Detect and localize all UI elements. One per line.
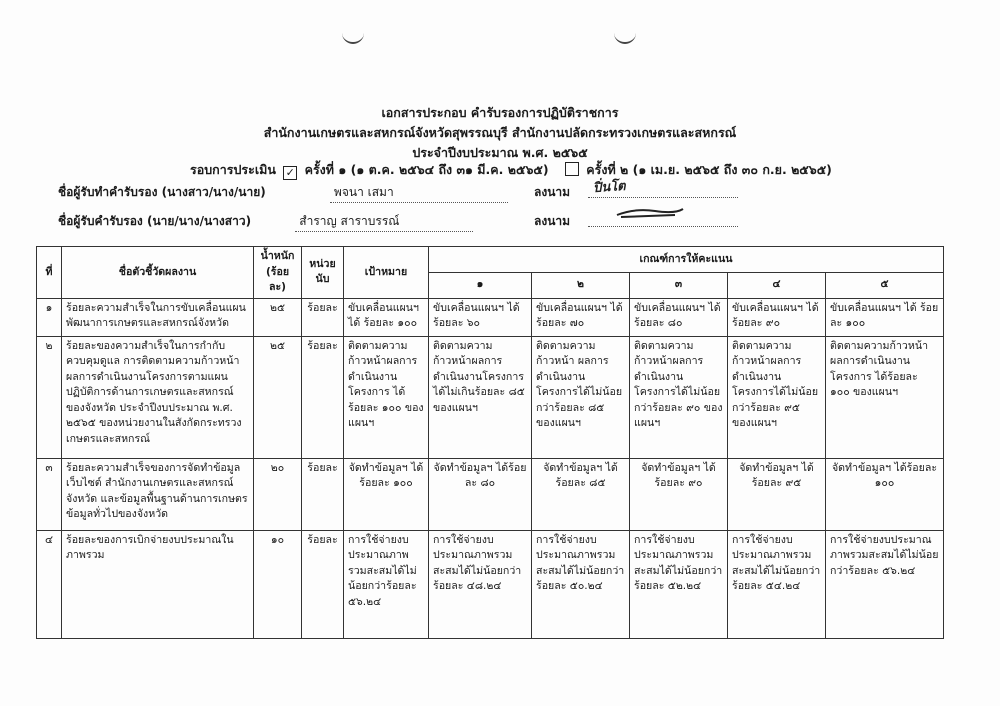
cell-no: ๓ [37, 458, 62, 530]
cell-no: ๔ [37, 530, 62, 638]
round-label: รอบการประเมิน [190, 162, 276, 177]
cell-score-5: ขับเคลื่อนแผนฯ ได้ ร้อยละ ๑๐๐ [826, 298, 944, 336]
kpi-table [36, 246, 944, 639]
cell-score-2: จัดทำข้อมูลฯ ได้ร้อยละ ๘๕ [532, 458, 630, 530]
receiver-label: ชื่อผู้รับทำคำรับรอง (นางสาว/นาง/นาย) [58, 185, 266, 199]
receiver-sign-label: ลงนาม [534, 185, 571, 199]
doc-title-line3: ประจำปีงบประมาณ พ.ศ. ๒๕๖๕ [412, 145, 588, 160]
col-header-score-5: ๕ [826, 272, 944, 298]
cell-score-5: การใช้จ่ายงบประมาณภาพรวมสะสมได้ไม่น้อยกว่าร้อยละ ๕๖.๒๔ [826, 530, 944, 638]
cell-unit: ร้อยละ [302, 530, 344, 638]
cell-target: จัดทำข้อมูลฯ ได้ร้อยละ ๑๐๐ [344, 458, 429, 530]
receiver-name: พจนา เสมา [330, 183, 508, 203]
cell-score-1: ขับเคลื่อนแผนฯ ได้ ร้อยละ ๖๐ [429, 298, 532, 336]
cell-score-3: การใช้จ่ายงบประมาณภาพรวมสะสมได้ไม่น้อยกว่าร้อยละ ๕๒.๒๔ [630, 530, 728, 638]
cell-score-1: การใช้จ่ายงบประมาณภาพรวมสะสมได้ไม่น้อยกว่าร้อยละ ๔๘.๒๔ [429, 530, 532, 638]
table-row [37, 458, 944, 530]
receiver-sign-line [588, 197, 738, 198]
col-header-unit: หน่วยนับ [302, 247, 344, 299]
cell-score-5: ติดตามความก้าวหน้าผลการดำเนินงานโครงการ ได้ร้อยละ ๑๐๐ ของแผนฯ [826, 336, 944, 458]
doc-title-line1: เอกสารประกอบ คำรับรองการปฏิบัติราชการ [381, 105, 619, 120]
round1-text: ครั้งที่ ๑ (๑ ต.ค. ๒๕๖๔ ถึง ๓๑ มี.ค. ๒๕๖๕) [304, 162, 549, 177]
cell-weight: ๑๐ [254, 530, 302, 638]
punch-hole-right [614, 30, 636, 44]
cell-score-3: ขับเคลื่อนแผนฯ ได้ ร้อยละ ๘๐ [630, 298, 728, 336]
table-row [37, 530, 944, 638]
cell-no: ๒ [37, 336, 62, 458]
cell-score-1: จัดทำข้อมูลฯ ได้ร้อยละ ๘๐ [429, 458, 532, 530]
cell-score-4: ขับเคลื่อนแผนฯ ได้ ร้อยละ ๙๐ [728, 298, 826, 336]
cell-score-5: จัดทำข้อมูลฯ ได้ร้อยละ ๑๐๐ [826, 458, 944, 530]
evaluation-round [190, 160, 832, 180]
cell-indicator: ร้อยละความสำเร็จในการขับเคลื่อนแผนพัฒนาการเกษตรและสหกรณ์จังหวัด [62, 298, 254, 336]
cell-weight: ๒๐ [254, 458, 302, 530]
cell-indicator: ร้อยละของการเบิกจ่ายงบประมาณในภาพรวม [62, 530, 254, 638]
cell-target: การใช้จ่ายงบประมาณภาพรวมสะสมได้ไม่น้อยกว่าร้อยละ ๕๖.๒๔ [344, 530, 429, 638]
col-header-score-1: ๑ [429, 272, 532, 298]
cell-target: ติดตามความก้าวหน้าผลการดำเนินงานโครงการ ได้ ร้อยละ ๑๐๐ ของแผนฯ [344, 336, 429, 458]
giver-sign-line [588, 226, 738, 227]
cell-target: ขับเคลื่อนแผนฯ ได้ ร้อยละ ๑๐๐ [344, 298, 429, 336]
round2-text: ครั้งที่ ๒ (๑ เม.ย. ๒๕๖๕ ถึง ๓๐ ก.ย. ๒๕๖๕) [586, 162, 832, 177]
receiver-line [58, 183, 571, 203]
cell-score-4: ติดตามความก้าวหน้าผลการดำเนินงานโครงการได้ไม่น้อยกว่าร้อยละ ๙๕ ของแผนฯ [728, 336, 826, 458]
table-header-row [37, 247, 944, 273]
receiver-signature: ปิ่นโต [592, 178, 627, 197]
cell-unit: ร้อยละ [302, 336, 344, 458]
cell-unit: ร้อยละ [302, 458, 344, 530]
cell-no: ๑ [37, 298, 62, 336]
cell-score-2: ติดตามความก้าวหน้า ผลการดำเนินงานโครงการได้ไม่น้อยกว่าร้อยละ ๘๕ ของแผนฯ [532, 336, 630, 458]
col-header-no: ที่ [37, 247, 62, 299]
cell-indicator: ร้อยละของความสำเร็จในการกำกับ ควบคุมดูแล การติดตามความก้าวหน้าผลการดำเนินงานโครงการตามแผนปฏิบัติการด้านการเกษตรและสหกรณ์ของจังหวัด ประจำปีงบประมาณ พ.ศ. ๒๕๖๕ ของหน่วยงานในสังกัดกระทรวงเกษตรและสหกรณ์ [62, 336, 254, 458]
col-header-criteria: เกณฑ์การให้คะแนน [429, 247, 944, 273]
cell-score-3: จัดทำข้อมูลฯ ได้ร้อยละ ๙๐ [630, 458, 728, 530]
col-header-target: เป้าหมาย [344, 247, 429, 299]
cell-score-1: ติดตามความก้าวหน้าผลการดำเนินงานโครงการได้ไม่เกินร้อยละ ๘๕ ของแผนฯ [429, 336, 532, 458]
round1-checkbox[interactable]: ✓ [283, 166, 297, 180]
table-row [37, 298, 944, 336]
cell-weight: ๒๕ [254, 336, 302, 458]
cell-score-2: ขับเคลื่อนแผนฯ ได้ ร้อยละ ๗๐ [532, 298, 630, 336]
cell-unit: ร้อยละ [302, 298, 344, 336]
giver-name: สำราญ สาราบรรณ์ [295, 212, 473, 232]
round2-checkbox[interactable] [565, 162, 579, 176]
cell-score-4: การใช้จ่ายงบประมาณภาพรวมสะสมได้ไม่น้อยกว่าร้อยละ ๕๔.๒๔ [728, 530, 826, 638]
col-header-weight: น้ำหนัก (ร้อยละ) [254, 247, 302, 299]
table-row [37, 336, 944, 458]
giver-line [58, 212, 571, 232]
giver-sign-label: ลงนาม [534, 214, 571, 228]
cell-weight: ๒๕ [254, 298, 302, 336]
col-header-score-4: ๔ [728, 272, 826, 298]
doc-title-line2: สำนักงานเกษตรและสหกรณ์จังหวัดสุพรรณบุรี สำนักงานปลัดกระทรวงเกษตรและสหกรณ์ [263, 125, 737, 140]
cell-score-2: การใช้จ่ายงบประมาณภาพรวมสะสมได้ไม่น้อยกว่าร้อยละ ๕๐.๒๔ [532, 530, 630, 638]
punch-hole-left [342, 30, 364, 44]
giver-label: ชื่อผู้รับคำรับรอง (นาย/นาง/นางสาว) [58, 214, 252, 228]
cell-score-3: ติดตามความก้าวหน้าผลการดำเนินงานโครงการได้ไม่น้อยกว่าร้อยละ ๙๐ ของแผนฯ [630, 336, 728, 458]
col-header-score-2: ๒ [532, 272, 630, 298]
giver-signature [615, 206, 685, 220]
cell-indicator: ร้อยละความสำเร็จของการจัดทำข้อมูลเว็บไซต์ สำนักงานเกษตรและสหกรณ์จังหวัด และข้อมูลพื้นฐานด้านการเกษตรข้อมูลทั่วไปของจังหวัด [62, 458, 254, 530]
col-header-score-3: ๓ [630, 272, 728, 298]
cell-score-4: จัดทำข้อมูลฯ ได้ร้อยละ ๙๕ [728, 458, 826, 530]
col-header-indicator: ชื่อตัวชี้วัดผลงาน [62, 247, 254, 299]
